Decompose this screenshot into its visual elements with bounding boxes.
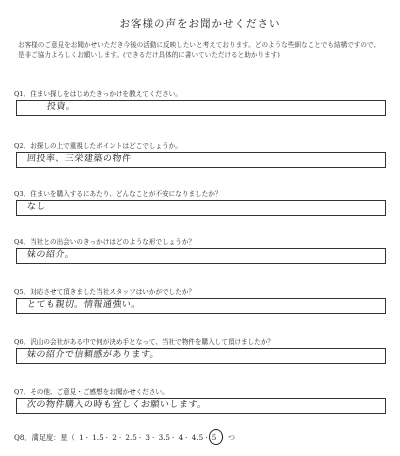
answer-5: とても親切。情報通強い。 bbox=[26, 300, 142, 310]
question-3-label: Q3．住まいを購入するにあたり、どんなことが不安になりましたか？ bbox=[14, 190, 222, 198]
rating-option: 2.5 bbox=[125, 433, 137, 442]
rating-option: 1.5 bbox=[92, 433, 104, 442]
answer-3: なし bbox=[26, 202, 47, 212]
rating-option: 1 bbox=[79, 433, 84, 442]
satisfaction-row: Q8．満足度：星（ 1 · 1.5 · 2 · 2.5 · 3 · 3.5 · 4 · 4.5 · 5 ）つ bbox=[14, 433, 236, 442]
answer-box-3 bbox=[16, 200, 386, 216]
satisfaction-label: Q8．満足度：星（ bbox=[14, 433, 75, 442]
question-7-label: Q7．その他、ご意見・ご感想をお聞かせください。 bbox=[14, 388, 169, 396]
rating-option: 3 bbox=[145, 433, 150, 442]
answer-box-2 bbox=[16, 152, 386, 168]
answer-6: 妹の紹介で信頼感があります。 bbox=[26, 350, 160, 360]
rating-option: 3.5 bbox=[158, 433, 171, 442]
question-6-label: Q6．沢山の会社がある中で何が決め手となって、当社で物件を購入して頂けましたか？ bbox=[14, 338, 275, 346]
answer-7: 次の物件購入の時も宜しくお願いします。 bbox=[26, 400, 208, 410]
rating-option: 2 bbox=[112, 433, 117, 442]
answer-box-4 bbox=[16, 248, 386, 264]
intro-text: お客様のご意見をお聞かせいただき今後の活動に反映したいと考えております。どのような些細なことでも結構ですので、是非ご協力よろしくお願いします。(できるだけ具体的に書いていただけると助かります) bbox=[18, 41, 380, 59]
question-5-label: Q5．対応させて頂きました当社スタッフはいかがでしたか？ bbox=[14, 288, 196, 296]
answer-box-1 bbox=[16, 100, 386, 116]
answer-2: 回投率、三栄建築の物件 bbox=[26, 154, 132, 164]
answer-4: 妹の紹介。 bbox=[26, 250, 75, 260]
answer-1: 投資。 bbox=[46, 102, 76, 112]
page-title: お客様の声をお聞かせください bbox=[119, 18, 281, 30]
answer-box-5 bbox=[16, 298, 386, 314]
answer-box-6 bbox=[16, 348, 386, 364]
question-1-label: Q1．住まい探しをはじめたきっかけを教えてください。 bbox=[14, 90, 182, 98]
rating-option-selected: 5 bbox=[211, 433, 217, 442]
rating-option: 4 bbox=[178, 433, 184, 442]
answer-box-7 bbox=[16, 398, 386, 414]
question-4-label: Q4．当社との出会いのきっかけはどのような形でしょうか？ bbox=[14, 238, 196, 246]
question-2-label: Q2．お探しの上で重視したポイントはどこでしょうか。 bbox=[14, 142, 182, 150]
satisfaction-suffix: ）つ bbox=[220, 433, 236, 442]
rating-option: 4.5 bbox=[191, 433, 204, 442]
